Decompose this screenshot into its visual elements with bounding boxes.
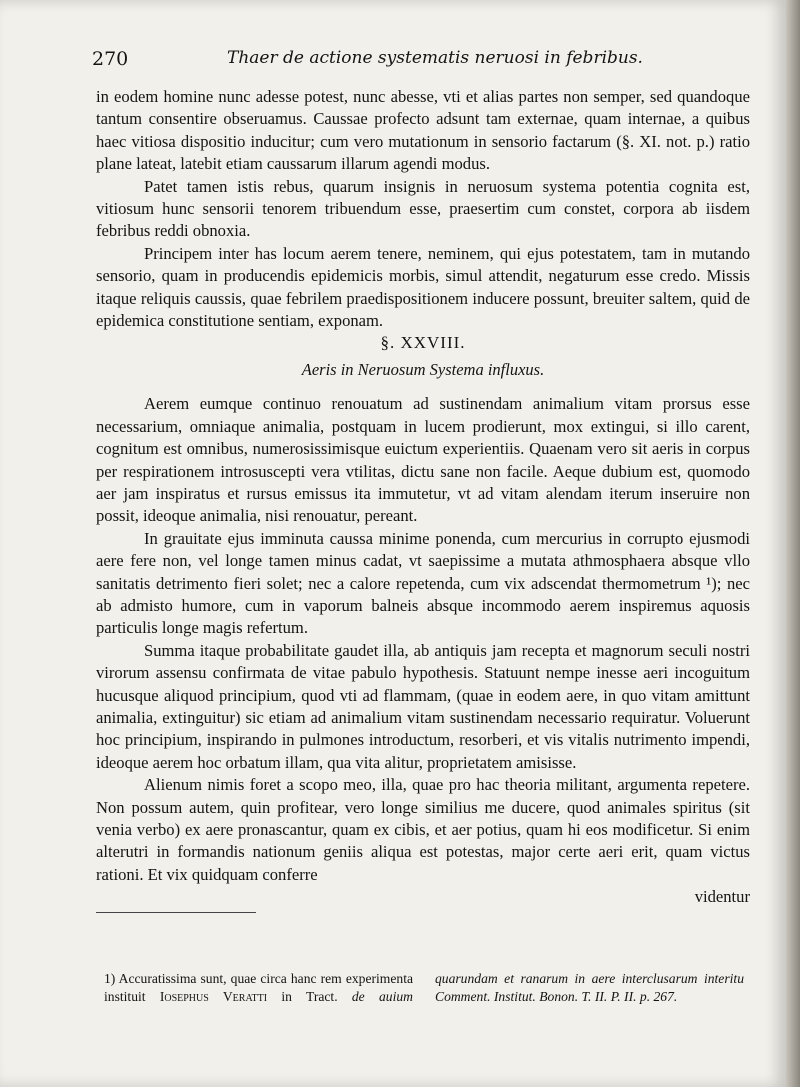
footnote-text-a: Accuratissima sunt, quae circa hanc rem experimenta instituit <box>104 971 414 1004</box>
footnote-author: Iosephus Veratti <box>159 988 268 1004</box>
paragraph: Principem inter has locum aerem tenere, neminem, qui ejus potestatem, tam in mutando sensorio, quam in producendis epidemicis morbis, simul attendit, negaturum esse credo. Missis itaque reliquis caussis, quae febrilem praedispositionem inducere possunt, breuiter saltem, quid de epidemica constitutione sentiam, exponam. <box>96 243 750 331</box>
paragraph: In grauitate ejus imminuta caussa minime ponenda, cum mercurius in corrupto ejusmodi aere fere non, vel longe tamen minus cadat, vt saepissime a mutata athmosphaera absque vllo sanitatis detrimento fieri solet; nec a calore repetenda, cum vix adscendat thermometrum ¹); nec ab admisto humore, cum in vaporum balneis absque incommodo aerem inspiremus aquosis particulis longe magis refertum. <box>96 528 750 638</box>
footnote-rule <box>96 912 256 913</box>
paragraph: in eodem homine nunc adesse potest, nunc abesse, vti et alias partes non semper, sed quandoque tantum consentire obseruamus. Caussae profecto adsunt tam externae, quam internae, a quibus haec vitiosa dispositio inducitur; cum vero mutationum in sensorio factarum (§. XI. not. p.) ratio plane lateat, latebit etiam caussarum illarum agendi modus. <box>96 87 750 174</box>
footnote <box>104 970 744 1005</box>
footnote-text-b: in Tract. <box>281 988 338 1004</box>
page-number: 270 <box>92 48 129 70</box>
running-title: Thaer de actione systematis neruosi in febribus. <box>227 48 643 68</box>
section-title: Aeris in Neruosum Systema influxus. <box>301 359 545 379</box>
main-text <box>96 86 750 913</box>
paragraph: Summa itaque probabilitate gaudet illa, ab antiquis jam recepta et magnorum seculi nostri virorum assensu confirmata de vitae pabulo hypothesis. Statuunt nempe inesse aeri incoguitum hucusque aliquod principium, quod vti ad flammam, (quae in eodem aere, in quo vitam amittunt animalia, extinguitur) sic etiam ad animalium vitam sustinendam necessario requiratur. Voluerunt hoc principium, inspirando in pulmones introductum, resorberi, et vis vitalis nutrimento impendi, ideoque aerem hoc orbatum illam, qua vita alitur, proprietatem amisisse. <box>96 640 750 772</box>
catchword: videntur <box>694 887 750 907</box>
section-number: §. XXVIII. <box>380 333 466 353</box>
paragraph: Alienum nimis foret a scopo meo, illa, quae pro hac theoria militant, argumenta repetere. Non possum autem, quin profitear, vero longe similius me ducere, quod animales spiritus (sit venia verbo) ex aere pronascantur, quam ex cibis, et aer potius, quam hi eos modificetur. Si enim alterutri in formandis nationum geniis aliqua est potestas, major certe aeri erit, quam victus rationi. Et vix quidquam conferre <box>96 775 750 884</box>
paragraph: Aerem eumque continuo renouatum ad sustinendam animalium vitam prorsus esse necessarium, omniaque animalia, postquam in lucem prodierunt, mox extingui, si illo carent, cognitum est omnibus, numerosissimisque euictum experientiis. Quaenam vero sit aeris in corpus per respirationem introsuscepti vera vtilitas, dictu sane non facile. Aeque dubium est, quomodo aer jam inspiratus et rursus emissus ita immutetur, vt ad vitam alendam iterum inseruire non possit, ideoque animalia, nisi renouatur, pereant. <box>96 394 750 526</box>
footnote-marker: 1) <box>104 971 116 986</box>
footnote-text-c: de auium quarundam et ranarum in aere interclusarum interitu Comment. Institut. Bonon. T. II. P. II. p. 267. <box>351 971 744 1004</box>
paragraph: Patet tamen istis rebus, quarum insignis in neruosum systema potentia cognita est, vitiosum hunc sensorii tenorem tribuendum esse, praesertim cum constet, corpora ab iisdem febribus reddi obnoxia. <box>96 176 750 241</box>
page-header <box>92 48 752 76</box>
